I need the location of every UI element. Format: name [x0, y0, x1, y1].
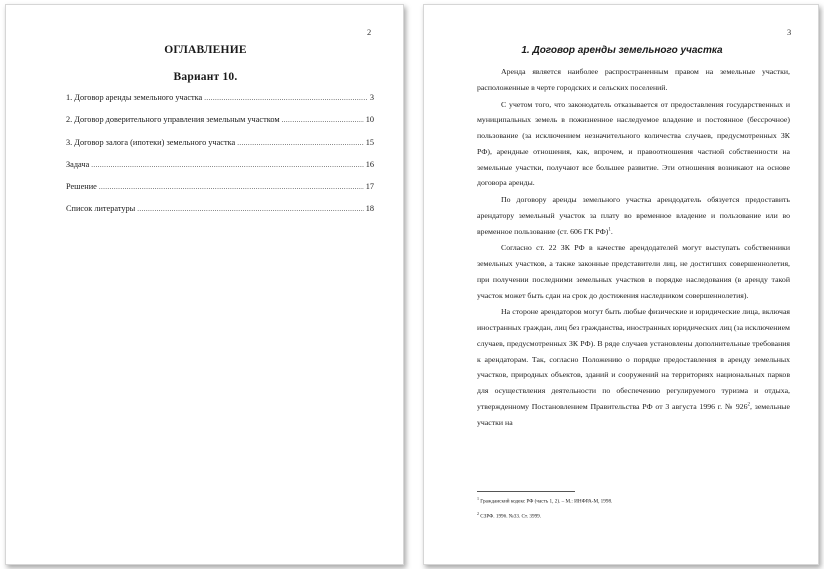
chapter-body — [477, 64, 790, 431]
footnote — [477, 511, 541, 520]
toc-entry-title: Решение — [66, 182, 97, 192]
paragraph: С учетом того, что законодатель отказывается от предоставления государственных и муниципальных земель в пожизненное наследуемое владение и постоянное (бессрочное) пользование (за исключением незначительного количества случаев, предусмотренных ЗК РФ), арендные отношения, как, впрочем, и правоотношения частной собственности на земельные участки, получают все большее развитие. Эти отношения возникают на основе договора аренды. — [477, 99, 790, 188]
footnote — [477, 496, 612, 505]
toc-heading: ОГЛАВЛЕНИЕ — [164, 44, 247, 56]
table-of-contents — [66, 94, 374, 228]
paragraph-text: На стороне арендаторов могут быть любые физические и юридические лица, включая иностранных граждан, лиц без гражданства, иностранных юридических лиц (за исключением случаев, предусмотренных ЗК РФ). В ряде случаев установлены дополнительные требования к арендаторам. Так, согласно Положению о порядке предоставления в аренду земельных участков, природных объектов, зданий и сооружений на территориях национальных парков для осуществления деятельности по обеспечению регулируемого туризма и отдыха, утвержденному Постановлением Правительства РФ от 3 августа 1996 г. № 926 — [477, 307, 790, 411]
footnote-separator — [477, 491, 575, 492]
paragraph-text-end: . — [610, 226, 613, 236]
footnote-mark: 2 — [477, 511, 479, 516]
toc-entry-page: 15 — [365, 137, 374, 147]
toc-entry-page: 10 — [365, 115, 374, 125]
footnote-text: СЗРФ. 1996. №33. Ст. 3999. — [480, 513, 542, 520]
toc-entry-page: 16 — [365, 159, 374, 169]
toc-entry — [66, 183, 374, 205]
toc-entry — [66, 161, 374, 183]
toc-entry-page: 17 — [365, 182, 374, 192]
footnote-text: Гражданский кодекс РФ (часть 1, 2). – М.: ИНФРА-М, 1998. — [480, 498, 613, 505]
toc-entry-title: 2. Договор доверительного управления земельным участком — [66, 115, 280, 125]
toc-entry-title: 1. Договор аренды земельного участка — [66, 93, 203, 102]
toc-entry-page: 18 — [365, 204, 374, 214]
toc-entry-title: Список литературы — [66, 204, 136, 214]
footnote-ref: 1 — [608, 226, 611, 232]
toc-entry — [66, 205, 374, 227]
paragraph-text-end: , земельные участки на — [477, 401, 790, 427]
toc-leader-dots — [282, 116, 364, 124]
toc-entry — [66, 116, 374, 138]
toc-entry-title: 3. Договор залога (ипотеки) земельного участка — [66, 137, 236, 147]
toc-entry — [66, 139, 374, 161]
paragraph — [477, 304, 790, 430]
paragraph — [477, 192, 790, 239]
page-right — [423, 4, 819, 565]
footnote-ref: 2 — [747, 402, 751, 408]
toc-leader-dots — [237, 139, 364, 147]
chapter-title: 1. Договор аренды земельного участка — [521, 45, 723, 56]
toc-entry-title: Задача — [66, 159, 90, 169]
page-left — [5, 4, 404, 565]
toc-leader-dots — [137, 205, 363, 213]
paragraph: Согласно ст. 22 ЗК РФ в качестве арендодателей могут выступать собственники земельных участков, а также законные представители лиц, не достигших совершеннолетия, при получении последними земельных участков в порядке наследования (в аренду такой участок может быть сдан на срок до достижения наследником совершеннолетия). — [477, 243, 790, 300]
toc-leader-dots — [204, 94, 368, 102]
toc-leader-dots — [91, 161, 363, 169]
toc-entry — [66, 94, 374, 116]
page-number: 3 — [787, 27, 792, 37]
toc-variant-title: Вариант 10. — [173, 71, 238, 83]
paragraph: Аренда является наиболее распространенным правом на земельные участки, расположенные в черте городских и сельских поселений. — [477, 67, 790, 92]
footnote-mark: 1 — [477, 496, 479, 501]
paragraph-text: По договору аренды земельного участка арендодатель обязуется предоставить арендатору земельный участок за плату во временное владение и пользование или во временное пользование (ст. 606 ГК РФ) — [477, 195, 790, 236]
page-number: 2 — [367, 27, 372, 37]
toc-leader-dots — [99, 183, 364, 191]
toc-entry-page: 3 — [369, 93, 374, 102]
